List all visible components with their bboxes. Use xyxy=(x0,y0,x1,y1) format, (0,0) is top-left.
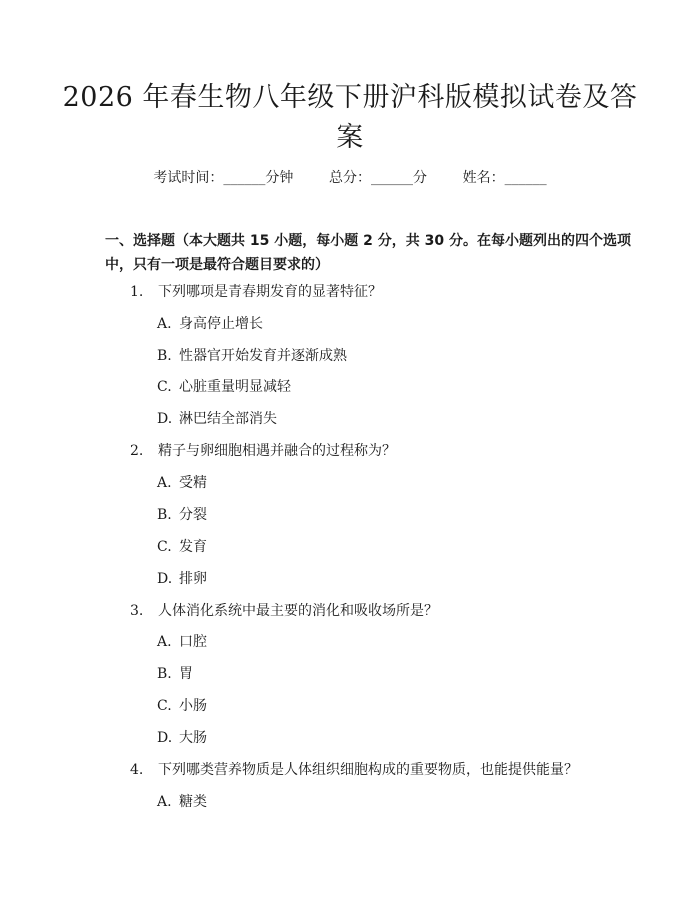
option-letter: A. xyxy=(157,316,172,332)
option-4a xyxy=(157,792,207,812)
question-2 xyxy=(130,441,396,461)
question-number: 2. xyxy=(130,443,144,459)
option-1c xyxy=(157,377,291,397)
question-number: 3. xyxy=(130,603,144,619)
question-3 xyxy=(130,601,438,621)
option-text: 胃 xyxy=(179,666,193,682)
option-text: 受精 xyxy=(179,475,207,491)
option-1b xyxy=(157,346,347,366)
exam-meta-line xyxy=(0,168,700,188)
option-text: 口腔 xyxy=(179,634,207,650)
option-2b xyxy=(157,505,207,525)
question-text: 人体消化系统中最主要的消化和吸收场所是？ xyxy=(158,603,438,619)
option-3d xyxy=(157,728,207,748)
option-letter: B. xyxy=(157,507,172,523)
option-letter: B. xyxy=(157,348,172,364)
section-heading: 一、选择题（本大题共 15 小题，每小题 2 分，共 30 分。在每小题列出的四个选项中，只有一项是最符合题目要求的） xyxy=(105,233,631,273)
option-letter: D. xyxy=(157,730,173,746)
total-score-field: 总分：______分 xyxy=(329,170,427,186)
option-2d xyxy=(157,569,207,589)
option-1d xyxy=(157,409,277,429)
question-number: 4. xyxy=(130,762,144,778)
question-4 xyxy=(130,760,578,780)
option-2c xyxy=(157,537,207,557)
option-text: 大肠 xyxy=(179,730,207,746)
option-letter: B. xyxy=(157,666,172,682)
option-letter: C. xyxy=(157,698,172,714)
question-text: 下列哪类营养物质是人体组织细胞构成的重要物质，也能提供能量？ xyxy=(158,762,578,778)
option-3c xyxy=(157,696,207,716)
option-letter: C. xyxy=(157,539,172,555)
option-text: 发育 xyxy=(179,539,207,555)
question-text: 下列哪项是青春期发育的显著特征？ xyxy=(158,284,382,300)
option-text: 排卵 xyxy=(179,571,207,587)
option-letter: A. xyxy=(157,794,172,810)
option-text: 性器官开始发育并逐渐成熟 xyxy=(179,348,347,364)
option-text: 身高停止增长 xyxy=(179,316,263,332)
option-text: 糖类 xyxy=(179,794,207,810)
exam-time-field: 考试时间：______分钟 xyxy=(153,170,294,186)
name-field: 姓名：______ xyxy=(462,170,547,186)
option-text: 小肠 xyxy=(179,698,207,714)
option-letter: C. xyxy=(157,379,172,395)
option-2a xyxy=(157,473,207,493)
option-text: 心脏重量明显减轻 xyxy=(179,379,291,395)
option-letter: D. xyxy=(157,411,173,427)
option-3b xyxy=(157,664,193,684)
question-number: 1. xyxy=(130,284,144,300)
page-title: 2026 年春生物八年级下册沪科版模拟试卷及答案 xyxy=(62,82,638,153)
option-letter: D. xyxy=(157,571,173,587)
option-text: 淋巴结全部消失 xyxy=(179,411,277,427)
question-text: 精子与卵细胞相遇并融合的过程称为？ xyxy=(158,443,396,459)
option-3a xyxy=(157,632,207,652)
option-letter: A. xyxy=(157,634,172,650)
option-letter: A. xyxy=(157,475,172,491)
option-text: 分裂 xyxy=(179,507,207,523)
option-1a xyxy=(157,314,263,334)
question-1 xyxy=(130,282,382,302)
